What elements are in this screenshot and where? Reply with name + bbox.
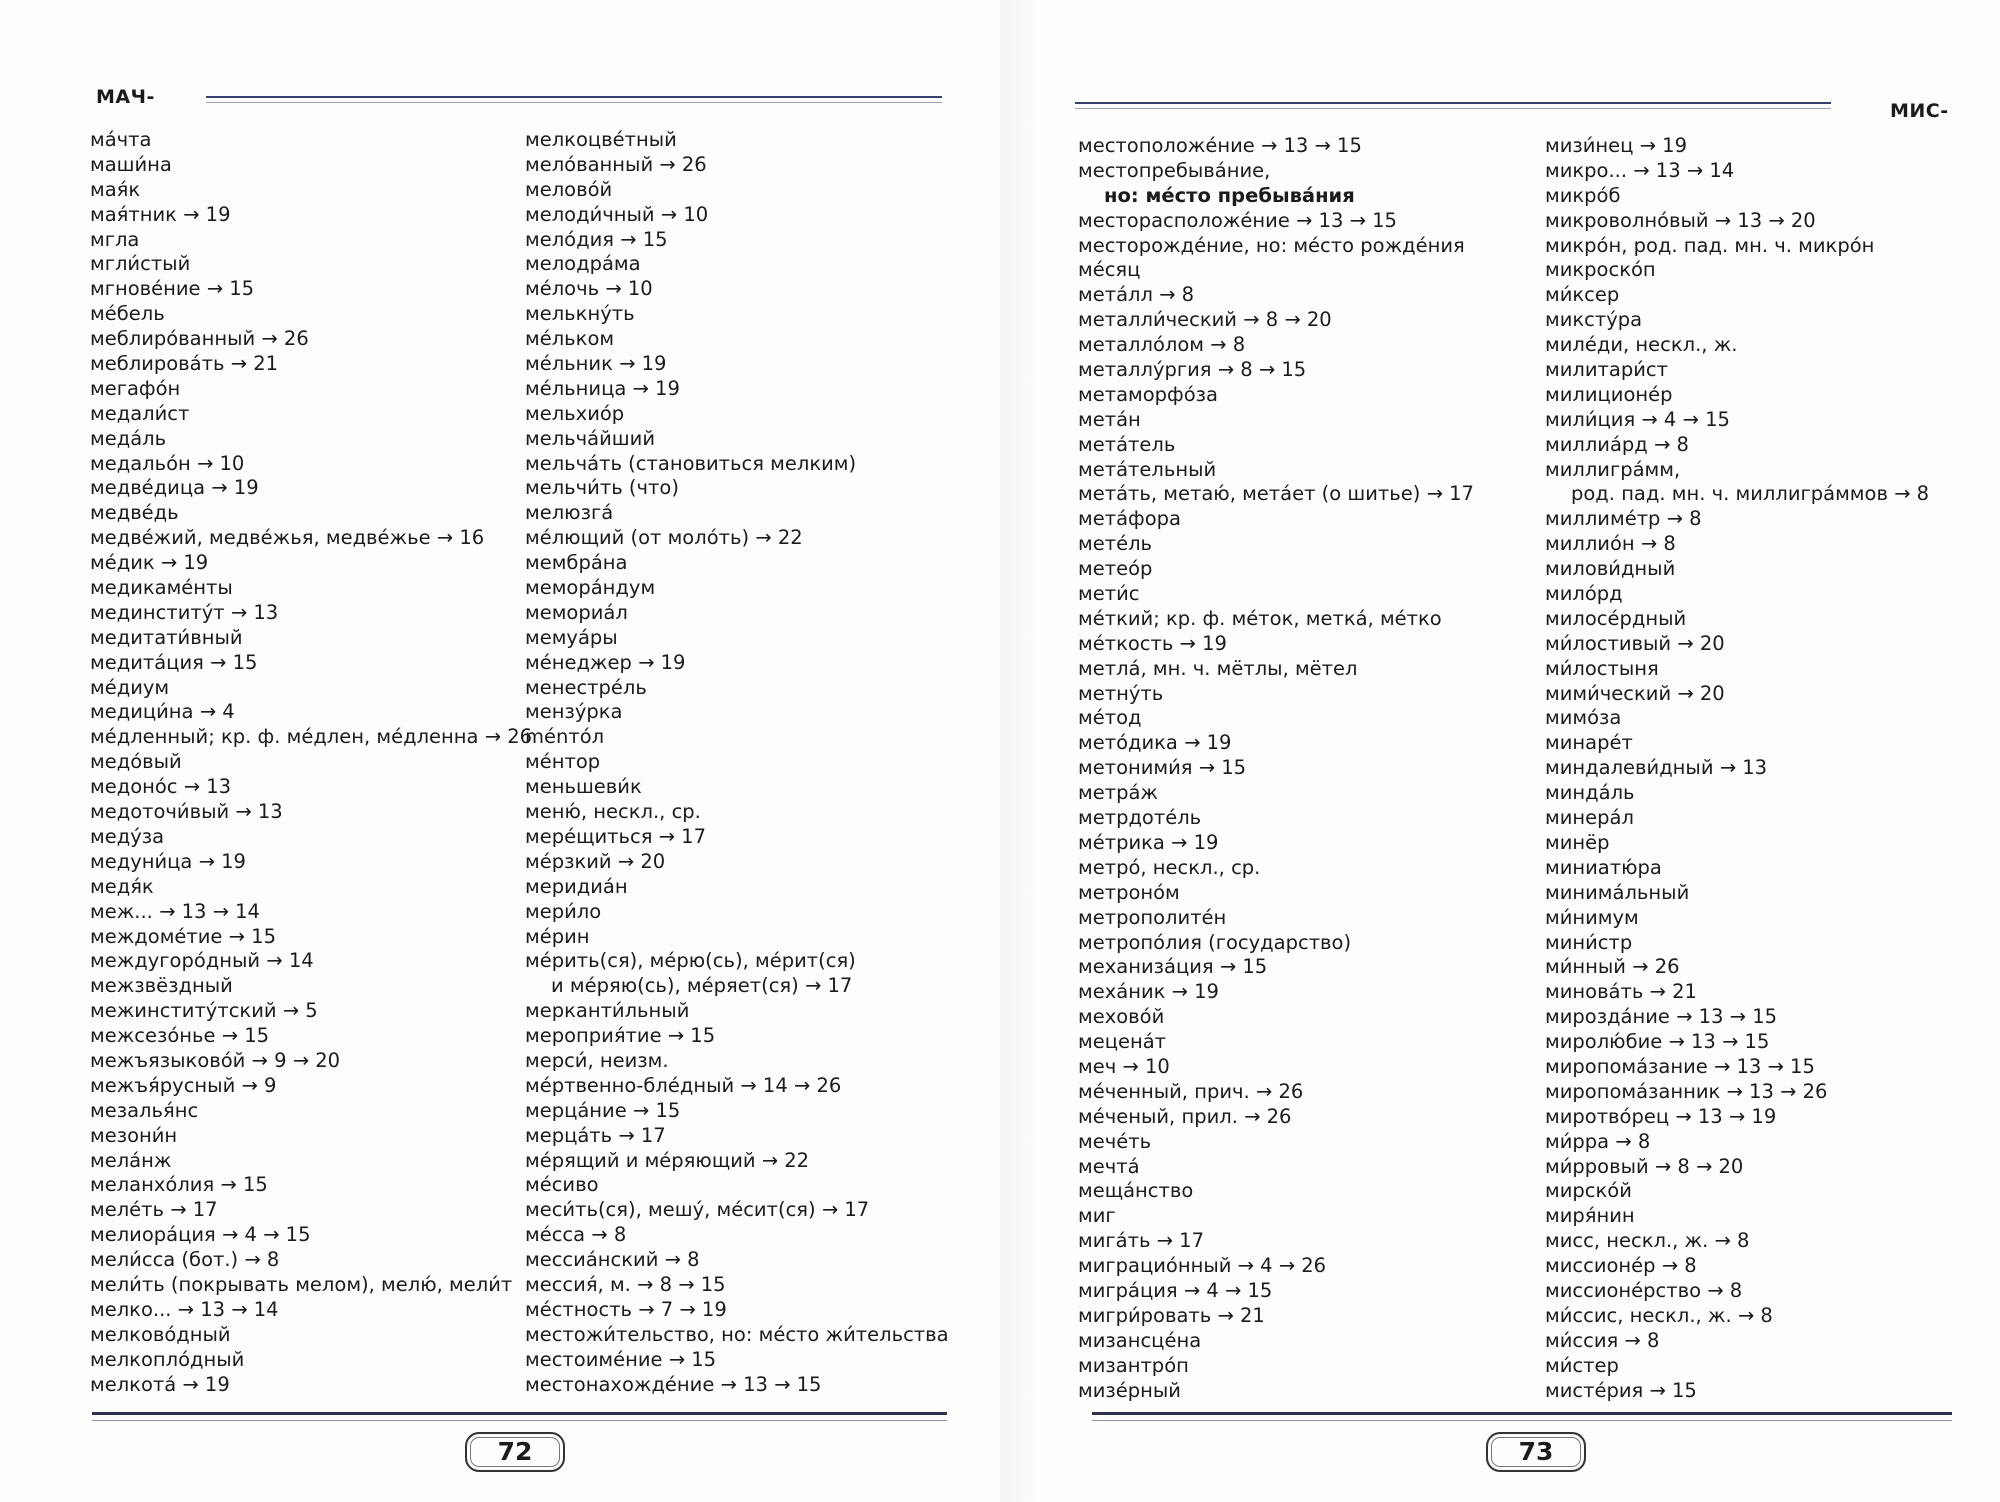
dictionary-entry: ме́неджер → 19 xyxy=(525,650,686,674)
dictionary-entry: ме́дленный; кр. ф. ме́длен, ме́дленна → 26 xyxy=(90,725,533,749)
dictionary-entry: миллигра́мм, xyxy=(1545,457,1681,481)
dictionary-entry: ме́трика → 19 xyxy=(1078,830,1219,854)
dictionary-entry: мизе́рный xyxy=(1078,1378,1181,1402)
dictionary-entry: ме́ченный, прич. → 26 xyxy=(1078,1079,1304,1103)
dictionary-entry: метну́ть xyxy=(1078,681,1164,705)
dictionary-entry: мая́к xyxy=(90,177,141,201)
dictionary-entry: миграцио́нный → 4 → 26 xyxy=(1078,1254,1327,1278)
dictionary-entry: мета́тельный xyxy=(1078,457,1217,481)
dictionary-entry: ми́нный → 26 xyxy=(1545,955,1680,979)
dictionary-entry: мая́тник → 19 xyxy=(90,202,231,226)
dictionary-entry: метроно́м xyxy=(1078,880,1180,904)
dictionary-entry: ме́ченый, прил. → 26 xyxy=(1078,1104,1292,1128)
dictionary-entry: миролю́бие → 13 → 15 xyxy=(1545,1030,1770,1054)
dictionary-entry: мило́рд xyxy=(1545,582,1623,606)
dictionary-entry: мета́фора xyxy=(1078,507,1181,531)
dictionary-entry: метропо́лия (государство) xyxy=(1078,930,1352,954)
dictionary-entry: ми́ссис, нескл., ж. → 8 xyxy=(1545,1303,1773,1327)
dictionary-entry: межинститу́тский → 5 xyxy=(90,999,318,1023)
dictionary-entry: метео́р xyxy=(1078,557,1153,581)
dictionary-entry: минаре́т xyxy=(1545,731,1633,755)
right-page xyxy=(1000,0,2000,1502)
dictionary-entry: медве́дица → 19 xyxy=(90,476,259,500)
dictionary-entry: медальо́н → 10 xyxy=(90,451,245,475)
dictionary-entry: металло́лом → 8 xyxy=(1078,333,1246,357)
dictionary-entry: ме́рзкий → 20 xyxy=(525,849,666,873)
dictionary-entry: металли́ческий → 8 → 20 xyxy=(1078,308,1332,332)
dictionary-entry: микро́н, род. пад. мн. ч. микро́н xyxy=(1545,233,1875,257)
dictionary-entry: ми́стер xyxy=(1545,1353,1619,1377)
dictionary-entry: местонахожде́ние → 13 → 15 xyxy=(525,1372,822,1396)
dictionary-entry: медикаме́нты xyxy=(90,576,233,600)
dictionary-entry: миндалеви́дный → 13 xyxy=(1545,756,1768,780)
dictionary-entry: микроволно́вый → 13 → 20 xyxy=(1545,208,1816,232)
dictionary-entry: мими́ческий → 20 xyxy=(1545,681,1725,705)
dictionary-entry: мелкота́ → 19 xyxy=(90,1372,230,1396)
dictionary-entry: мельча́йший xyxy=(525,426,655,450)
dictionary-entry: мессия́, м. → 8 → 15 xyxy=(525,1272,726,1296)
dictionary-entry: ме́лочь → 10 xyxy=(525,277,653,301)
dictionary-entry: минда́ль xyxy=(1545,781,1635,805)
dictionary-entry: но: ме́сто пребыва́ния xyxy=(1104,183,1355,207)
dictionary-entry: ми́ксер xyxy=(1545,283,1620,307)
dictionary-entry: и ме́ряю(сь), ме́ряет(ся) → 17 xyxy=(551,974,853,998)
dictionary-entry: мигри́ровать → 21 xyxy=(1078,1303,1265,1327)
dictionary-entry: механиза́ция → 15 xyxy=(1078,955,1268,979)
dictionary-entry: ме́рить(ся), ме́рю(сь), ме́рит(ся) xyxy=(525,949,856,973)
dictionary-entry: меда́ль xyxy=(90,426,167,450)
dictionary-entry: мензу́рка xyxy=(525,700,623,724)
dictionary-entry: медита́ция → 15 xyxy=(90,650,258,674)
dictionary-entry: меблирова́ть → 21 xyxy=(90,352,279,376)
dictionary-entry: ме́стность → 7 → 19 xyxy=(525,1297,727,1321)
dictionary-entry: метра́ж xyxy=(1078,781,1158,805)
dictionary-entry: минёр xyxy=(1545,830,1610,854)
dictionary-entry: мете́ль xyxy=(1078,532,1153,556)
top-rule xyxy=(1075,102,1831,109)
dictionary-entry: мизансце́на xyxy=(1078,1328,1202,1352)
dictionary-entry: метла́, мн. ч. мётлы, мётел xyxy=(1078,656,1358,680)
dictionary-entry: мирско́й xyxy=(1545,1179,1632,1203)
dictionary-entry: миллио́н → 8 xyxy=(1545,532,1676,556)
dictionary-entry: медоточи́вый → 13 xyxy=(90,800,283,824)
dictionary-entry: мига́ть → 17 xyxy=(1078,1229,1204,1253)
dictionary-entry: мелкоцве́тный xyxy=(525,128,677,151)
dictionary-entry: ми́лостыня xyxy=(1545,656,1659,680)
dictionary-entry: метрополите́н xyxy=(1078,905,1227,929)
dictionary-entry: мизантро́п xyxy=(1078,1353,1189,1377)
dictionary-entry: мелодра́ма xyxy=(525,252,641,276)
dictionary-entry: меща́нство xyxy=(1078,1179,1194,1203)
dictionary-entry: ми́рровый → 8 → 20 xyxy=(1545,1154,1744,1178)
dictionary-entry: микро... → 13 → 14 xyxy=(1545,158,1735,182)
dictionary-entry: метро́, нескл., ср. xyxy=(1078,855,1261,879)
dictionary-entry: миропома́зание → 13 → 15 xyxy=(1545,1054,1815,1078)
dictionary-entry: минова́ть → 21 xyxy=(1545,980,1697,1004)
bottom-rule xyxy=(1092,1412,1952,1421)
dictionary-entry: ме́ткость → 19 xyxy=(1078,631,1227,655)
dictionary-entry: межъязыково́й → 9 → 20 xyxy=(90,1048,341,1072)
dictionary-entry: мере́щиться → 17 xyxy=(525,824,706,848)
dictionary-entry: медоно́с → 13 xyxy=(90,775,232,799)
bottom-rule xyxy=(92,1412,947,1421)
dictionary-entry: миниатю́ра xyxy=(1545,855,1662,879)
dictionary-entry: мгла xyxy=(90,227,140,251)
dictionary-entry: миссионе́рство → 8 xyxy=(1545,1278,1743,1302)
dictionary-entry: мелькну́ть xyxy=(525,302,635,326)
dictionary-entry: местожи́тельство, но: ме́сто жи́тельства xyxy=(525,1322,949,1346)
dictionary-entry: мезалья́нс xyxy=(90,1098,199,1122)
dictionary-entry: метаморфо́за xyxy=(1078,382,1218,406)
dictionary-entry: мини́стр xyxy=(1545,930,1633,954)
dictionary-entry: ми́лостивый → 20 xyxy=(1545,631,1725,655)
dictionary-entry: меси́ть(ся), мешу́, ме́сит(ся) → 17 xyxy=(525,1198,870,1222)
dictionary-entry: мгли́стый xyxy=(90,252,191,276)
dictionary-entry: мелкопло́дный xyxy=(90,1347,245,1371)
dictionary-entry: мемуа́ры xyxy=(525,625,618,649)
dictionary-entry: ме́сиво xyxy=(525,1173,599,1197)
dictionary-entry: медя́к xyxy=(90,874,154,898)
dictionary-entry: род. пад. мн. ч. миллигра́ммов → 8 xyxy=(1571,482,1930,506)
dictionary-entry: местоиме́ние → 15 xyxy=(525,1347,717,1371)
running-head: МАЧ- xyxy=(96,86,155,108)
dictionary-entry: ме́бель xyxy=(90,302,165,326)
dictionary-entry: мечта́ xyxy=(1078,1154,1140,1178)
dictionary-entry: менестре́ль xyxy=(525,675,647,699)
dictionary-entry: междугоро́дный → 14 xyxy=(90,949,314,973)
page-number: 72 xyxy=(465,1432,565,1472)
dictionary-entry: миксту́ра xyxy=(1545,308,1643,332)
dictionary-entry: местоположе́ние → 13 → 15 xyxy=(1078,134,1362,157)
dictionary-entry: медици́на → 4 xyxy=(90,700,235,724)
dictionary-entry: милови́дный xyxy=(1545,557,1676,581)
dictionary-entry: миропома́занник → 13 → 26 xyxy=(1545,1079,1828,1103)
dictionary-entry: ménто́л xyxy=(525,725,605,749)
dictionary-entry: мелко... → 13 → 14 xyxy=(90,1297,279,1321)
dictionary-entry: мелиора́ция → 4 → 15 xyxy=(90,1223,311,1247)
dictionary-entry: мелово́й xyxy=(525,177,613,201)
dictionary-entry: меридиа́н xyxy=(525,874,628,898)
dictionary-entry: мери́ло xyxy=(525,899,602,923)
dictionary-entry: ма́чта xyxy=(90,128,152,151)
dictionary-entry: мели́сса (бот.) → 8 xyxy=(90,1248,280,1272)
dictionary-entry: мессиа́нский → 8 xyxy=(525,1248,700,1272)
dictionary-entry: месторасположе́ние → 13 → 15 xyxy=(1078,208,1397,232)
dictionary-entry: меха́ник → 19 xyxy=(1078,980,1219,1004)
dictionary-entry: мерканти́льный xyxy=(525,999,690,1023)
dictionary-entry: мелоди́чный → 10 xyxy=(525,202,709,226)
dictionary-entry: ми́ссия → 8 xyxy=(1545,1328,1660,1352)
dictionary-entry: ми́рра → 8 xyxy=(1545,1129,1651,1153)
dictionary-entry: мемориа́л xyxy=(525,600,628,624)
dictionary-entry: медо́вый xyxy=(90,750,182,774)
dictionary-entry: мета́ть, метаю́, мета́ет (о шитье) → 17 xyxy=(1078,482,1474,506)
top-rule xyxy=(206,96,942,103)
dictionary-entry: мече́ть xyxy=(1078,1129,1152,1153)
dictionary-entry: меж... → 13 → 14 xyxy=(90,899,260,923)
dictionary-entry: меле́ть → 17 xyxy=(90,1198,218,1222)
dictionary-entry: меньшеви́к xyxy=(525,775,642,799)
dictionary-entry: ме́ткий; кр. ф. ме́ток, метка́, ме́тко xyxy=(1078,606,1442,630)
dictionary-entry: ме́тод xyxy=(1078,706,1142,730)
dictionary-entry: милитари́ст xyxy=(1545,358,1668,382)
entry-column-2 xyxy=(525,128,949,1397)
dictionary-entry: мезони́н xyxy=(90,1123,178,1147)
entry-column-2 xyxy=(1545,134,1929,1403)
dictionary-entry: милосе́рдный xyxy=(1545,606,1687,630)
dictionary-entry: ме́дик → 19 xyxy=(90,551,209,575)
dictionary-entry: ме́льком xyxy=(525,327,615,351)
dictionary-entry: мехово́й xyxy=(1078,1005,1165,1029)
dictionary-entry: минера́л xyxy=(1545,806,1634,830)
dictionary-entry: мельхио́р xyxy=(525,401,625,425)
entry-column-1 xyxy=(1078,134,1474,1403)
dictionary-entry: ме́рин xyxy=(525,924,590,948)
dictionary-entry: мелково́дный xyxy=(90,1322,231,1346)
dictionary-entry: мерца́ние → 15 xyxy=(525,1098,681,1122)
dictionary-entry: миссионе́р → 8 xyxy=(1545,1254,1697,1278)
dictionary-entry: межъя́русный → 9 xyxy=(90,1073,277,1097)
dictionary-entry: ме́ртвенно-бле́дный → 14 → 26 xyxy=(525,1073,842,1097)
dictionary-entry: ме́льник → 19 xyxy=(525,352,667,376)
dictionary-entry: мецена́т xyxy=(1078,1030,1167,1054)
dictionary-entry: мисс, нескл., ж. → 8 xyxy=(1545,1229,1750,1253)
dictionary-entry: меню́, нескл., ср. xyxy=(525,800,701,824)
dictionary-entry: маши́на xyxy=(90,152,172,176)
dictionary-entry: мгнове́ние → 15 xyxy=(90,277,255,301)
dictionary-entry: мирозда́ние → 13 → 15 xyxy=(1545,1005,1778,1029)
dictionary-entry: медуни́ца → 19 xyxy=(90,849,246,873)
dictionary-entry: микро́б xyxy=(1545,183,1621,207)
dictionary-entry: метоними́я → 15 xyxy=(1078,756,1247,780)
dictionary-entry: медали́ст xyxy=(90,401,190,425)
dictionary-entry: миле́ди, нескл., ж. xyxy=(1545,333,1738,357)
dictionary-entry: мело́дия → 15 xyxy=(525,227,668,251)
dictionary-entry: мети́с xyxy=(1078,582,1140,606)
dictionary-entry: ме́нтор xyxy=(525,750,601,774)
dictionary-entry: меч → 10 xyxy=(1078,1054,1170,1078)
dictionary-entry: миротво́рец → 13 → 19 xyxy=(1545,1104,1777,1128)
dictionary-entry: мели́ть (покрывать мелом), мелю́, мели́т xyxy=(90,1272,513,1296)
dictionary-entry: мембра́на xyxy=(525,551,628,575)
dictionary-entry: медве́дь xyxy=(90,501,179,525)
dictionary-entry: мела́нж xyxy=(90,1148,172,1172)
dictionary-entry: миллиме́тр → 8 xyxy=(1545,507,1702,531)
dictionary-entry: мерси́, неизм. xyxy=(525,1048,669,1072)
dictionary-entry: ме́диум xyxy=(90,675,170,699)
dictionary-entry: меланхо́лия → 15 xyxy=(90,1173,268,1197)
running-head: МИС- xyxy=(1890,100,1949,122)
dictionary-entry: мизи́нец → 19 xyxy=(1545,134,1687,157)
dictionary-entry: меблиро́ванный → 26 xyxy=(90,327,309,351)
dictionary-entry: мерца́ть → 17 xyxy=(525,1123,666,1147)
dictionary-entry: местопребыва́ние, xyxy=(1078,158,1271,182)
dictionary-entry: мельчи́ть (что) xyxy=(525,476,679,500)
dictionary-entry: мета́тель xyxy=(1078,432,1176,456)
dictionary-entry: мили́ция → 4 → 15 xyxy=(1545,407,1730,431)
dictionary-entry: мелюзга́ xyxy=(525,501,614,525)
dictionary-entry: мета́лл → 8 xyxy=(1078,283,1195,307)
dictionary-entry: ме́льница → 19 xyxy=(525,376,680,400)
dictionary-entry: мероприя́тие → 15 xyxy=(525,1024,716,1048)
dictionary-entry: минима́льный xyxy=(1545,880,1690,904)
dictionary-entry: меду́за xyxy=(90,824,165,848)
dictionary-entry: ме́лющий (от моло́ть) → 22 xyxy=(525,526,803,550)
dictionary-entry: месторожде́ние, но: ме́сто рожде́ния xyxy=(1078,233,1465,257)
dictionary-entry: мето́дика → 19 xyxy=(1078,731,1232,755)
dictionary-entry: миря́нин xyxy=(1545,1204,1635,1228)
dictionary-entry: мельча́ть (становиться мелким) xyxy=(525,451,857,475)
dictionary-entry: ме́рящий и ме́ряющий → 22 xyxy=(525,1148,810,1172)
dictionary-entry: медитати́вный xyxy=(90,625,243,649)
dictionary-entry: миллиа́рд → 8 xyxy=(1545,432,1689,456)
dictionary-entry: междоме́тие → 15 xyxy=(90,924,276,948)
dictionary-entry: мело́ванный → 26 xyxy=(525,152,707,176)
dictionary-entry: ме́сса → 8 xyxy=(525,1223,627,1247)
dictionary-entry: метрдоте́ль xyxy=(1078,806,1202,830)
dictionary-entry: мимо́за xyxy=(1545,706,1622,730)
dictionary-entry: мединститу́т → 13 xyxy=(90,600,279,624)
page-number: 73 xyxy=(1486,1432,1586,1472)
dictionary-entry: мегафо́н xyxy=(90,376,181,400)
dictionary-entry: медве́жий, медве́жья, медве́жье → 16 xyxy=(90,526,485,550)
dictionary-entry: мета́н xyxy=(1078,407,1141,431)
dictionary-entry: мемора́ндум xyxy=(525,576,656,600)
entry-column-1 xyxy=(90,128,532,1397)
dictionary-entry: межсезо́нье → 15 xyxy=(90,1024,270,1048)
dictionary-entry: ме́сяц xyxy=(1078,258,1141,282)
dictionary-entry: милиционе́р xyxy=(1545,382,1673,406)
dictionary-entry: металлу́ргия → 8 → 15 xyxy=(1078,358,1307,382)
dictionary-entry: миг xyxy=(1078,1204,1116,1228)
dictionary-entry: межзвёздный xyxy=(90,974,233,998)
dictionary-entry: мигра́ция → 4 → 15 xyxy=(1078,1278,1273,1302)
dictionary-entry: мисте́рия → 15 xyxy=(1545,1378,1697,1402)
dictionary-entry: микроско́п xyxy=(1545,258,1656,282)
dictionary-entry: ми́нимум xyxy=(1545,905,1639,929)
